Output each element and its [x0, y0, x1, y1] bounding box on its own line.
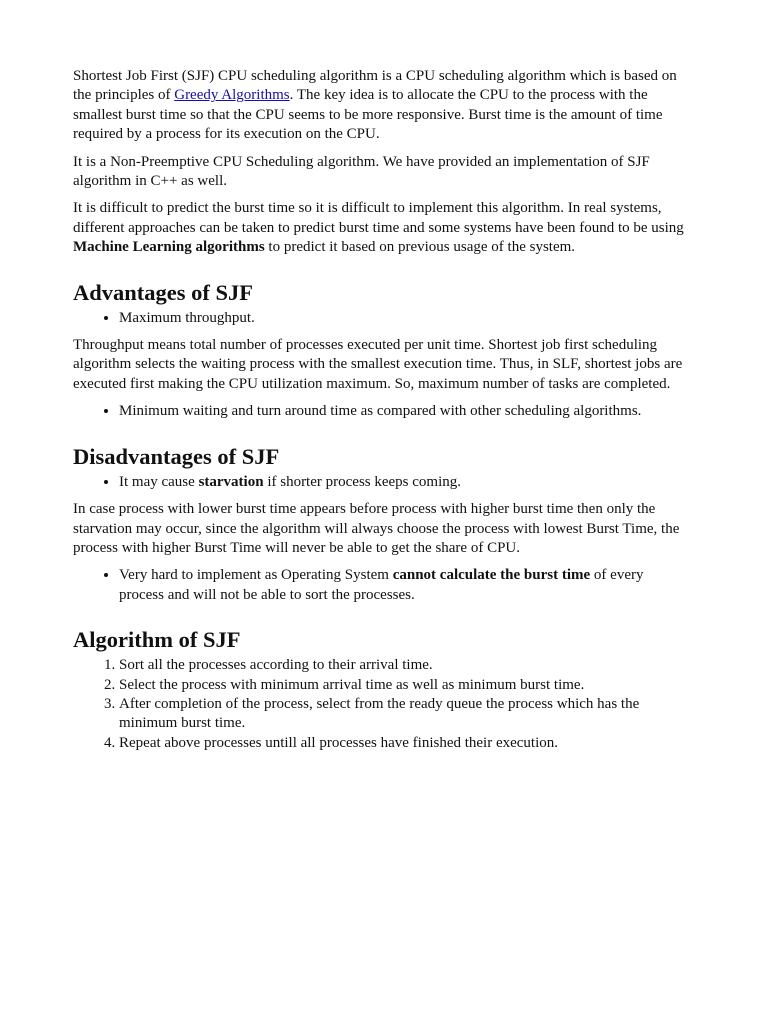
advantages-list-2: [73, 402, 688, 421]
disadvantage-bullet-burst-time: [119, 566, 688, 605]
algorithm-step-2: 2. Select the process with minimum arrival time as well as minimum burst time.: [119, 676, 688, 695]
intro-paragraph-1: [73, 67, 688, 145]
machine-learning-bold: Machine Learning algorithms: [73, 239, 265, 256]
disadvantages-heading: Disadvantages of SJF: [73, 443, 280, 469]
intro-text-before-link: Shortest Job First (SJF) CPU scheduling algorithm is a CPU scheduling algorithm which is based on the principles of: [73, 68, 677, 104]
advantages-list-1: [73, 309, 688, 328]
advantages-paragraph: Throughput means total number of processes executed per unit time. Shortest job first scheduling algorithm selects the waiting process with the smallest execution time. Thus, in SLF, shortest jobs are executed first making the CPU utilization maximum. So, maximum number of tasks are completed.: [73, 337, 683, 392]
disadvantages-list-1: [73, 473, 688, 492]
intro-paragraph-2: It is a Non-Preemptive CPU Scheduling algorithm. We have provided an implementation of SJF algorithm in C++ as well.: [73, 153, 650, 190]
advantages-heading: Advantages of SJF: [73, 279, 254, 305]
disadvantages-list-2: [73, 566, 688, 605]
starvation-text-after: if shorter process keeps coming.: [263, 473, 462, 490]
intro-text-after-link: . The key idea is to allocate the CPU to the process with the smallest burst time so that the CPU seems to be more responsive. Burst time is the amount of time required by a process for its execution on the CPU.: [73, 87, 663, 143]
burst-time-bold: cannot calculate the burst time: [392, 567, 591, 584]
burst-time-text-before: Very hard to implement as Operating System: [119, 567, 393, 584]
intro-p3-text-before: It is difficult to predict the burst time so it is difficult to implement this algorithm. In real systems, different approaches can be taken to predict burst time and some systems have been found to be using: [73, 200, 684, 236]
algorithm-step-4: 4. Repeat above processes untill all processes have finished their execution.: [119, 734, 688, 753]
algorithm-steps-list: [73, 656, 688, 753]
algorithm-step-3: 3. After completion of the process, select from the ready queue the process which has the minimum burst time.: [119, 695, 688, 734]
intro-p3-text-after: to predict it based on previous usage of the system.: [264, 239, 576, 256]
starvation-text-before: It may cause: [119, 473, 199, 490]
burst-time-text-after: of every process and will not be able to sort the processes.: [119, 567, 644, 603]
disadvantage-bullet-starvation: [119, 473, 688, 492]
algorithm-heading: Algorithm of SJF: [73, 627, 241, 653]
algorithm-step-1: 1. Sort all the processes according to their arrival time.: [119, 656, 688, 675]
advantage-bullet-throughput: • Maximum throughput.: [119, 309, 688, 328]
disadvantages-paragraph: In case process with lower burst time appears before process with higher burst time then only the starvation may occur, since the algorithm will always choose the process with lowest Burst Time, the process with higher Burst Time will never be able to get the share of CPU.: [73, 501, 680, 556]
intro-paragraph-3: [73, 199, 688, 257]
starvation-bold: starvation: [198, 473, 264, 490]
greedy-algorithms-link[interactable]: Greedy Algorithms: [174, 87, 290, 104]
advantage-bullet-waiting-time: • Minimum waiting and turn around time as compared with other scheduling algorithms.: [119, 402, 688, 421]
